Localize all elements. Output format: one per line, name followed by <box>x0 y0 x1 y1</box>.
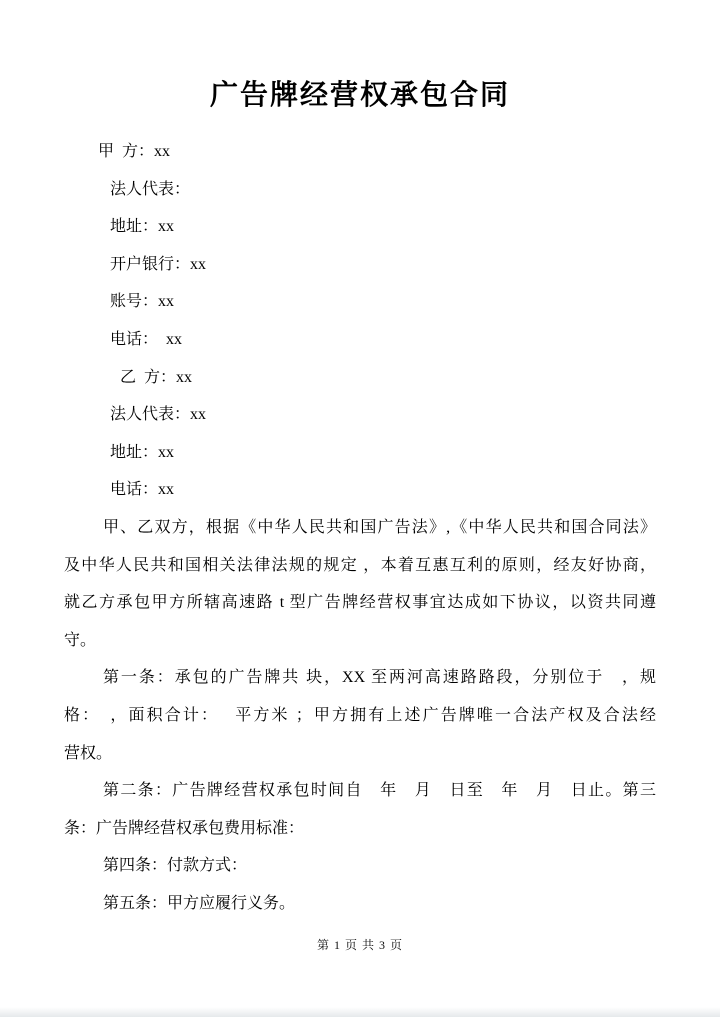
document-line: 条：广告牌经营权承包费用标准： <box>64 819 305 837</box>
document-line: 第一条：承包的广告牌共 块，XX 至两河高速路路段，分别位于 ，规 <box>103 669 656 687</box>
document-title: 广告牌经营权承包合同 <box>209 80 510 111</box>
document-line: 格： ，面积合计： 平方米 ；甲方拥有上述广告牌唯一合法产权及合法经 <box>64 706 656 724</box>
document-line: 及中华人民共和国相关法律法规的规定 ，本着互惠互利的原则，经友好协商， <box>64 556 656 574</box>
page-edge-shadow <box>0 1007 720 1017</box>
page-number-footer: 第 1 页 共 3 页 <box>316 938 403 952</box>
document-line: 第五条：甲方应履行义务。 <box>103 894 296 912</box>
document-line: 营权。 <box>64 744 113 762</box>
document-line: 守。 <box>64 631 97 649</box>
document-line: 法人代表：xx <box>110 406 207 424</box>
document-line: 甲、乙双方，根据《中华人民共和国广告法》,《中华人民共和国合同法》 <box>103 518 656 536</box>
document-line: 乙 方：xx <box>120 368 193 386</box>
document-line: 账号：xx <box>110 293 175 311</box>
document-line: 电话：xx <box>110 481 175 499</box>
document-line: 地址：xx <box>110 443 175 461</box>
document-line: 第四条：付款方式： <box>103 857 248 875</box>
document-line: 法人代表： <box>110 180 191 198</box>
document-line: 开户银行：xx <box>110 255 207 273</box>
document-line: 就乙方承包甲方所辖高速路 t 型广告牌经营权事宜达成如下协议，以资共同遵 <box>64 594 656 612</box>
document-line: 甲 方：xx <box>98 143 171 160</box>
document-body <box>64 133 656 922</box>
document-line: 电话： xx <box>110 330 183 348</box>
document-line: 地址：xx <box>110 218 175 236</box>
document-line: 第二条：广告牌经营权承包时间自 年 月 日至 年 月 日止。第三 <box>103 782 656 800</box>
